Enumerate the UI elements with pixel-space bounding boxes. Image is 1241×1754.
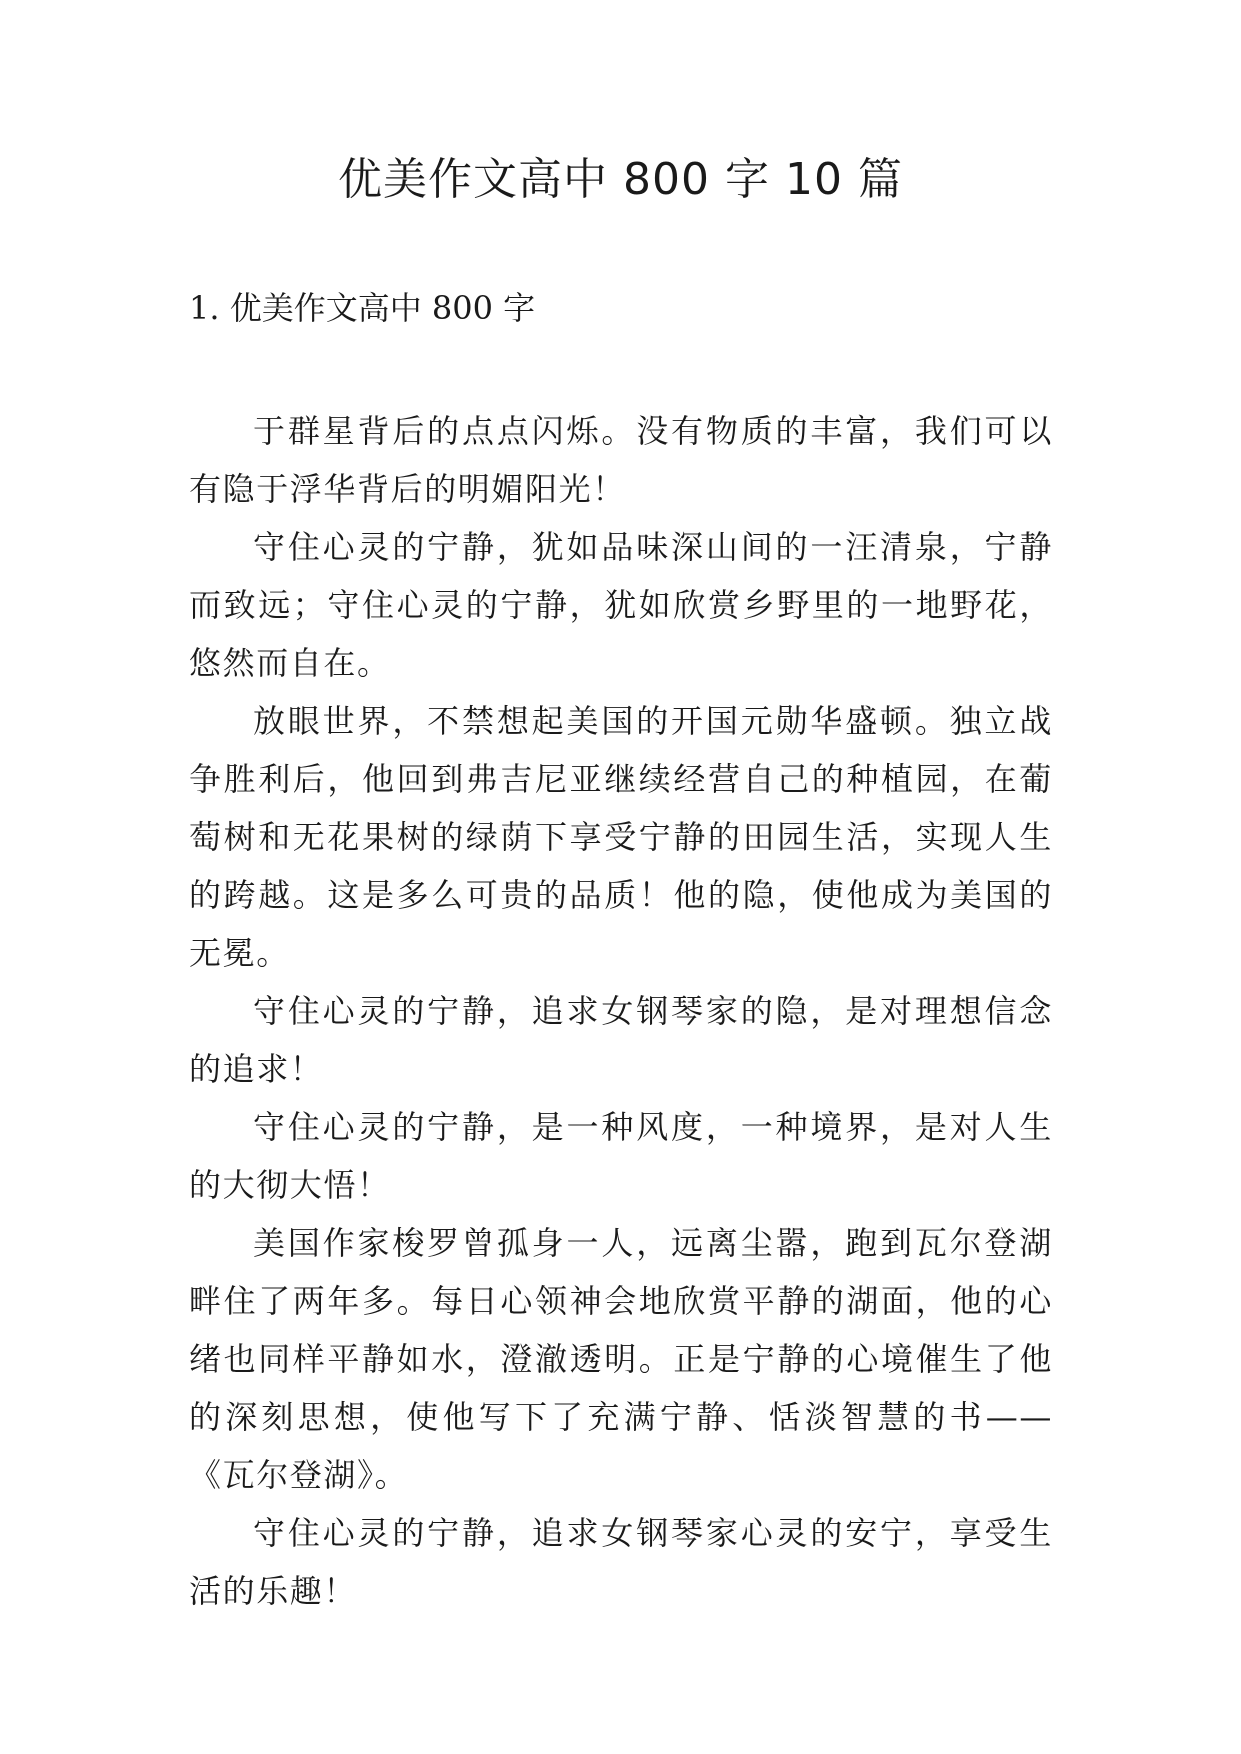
paragraph: 守住心灵的宁静，犹如品味深山间的一汪清泉，宁静而致远；守住心灵的宁静，犹如欣赏乡野里的一地野花，悠然而自在。: [189, 528, 1053, 682]
paragraph: 于群星背后的点点闪烁。没有物质的丰富，我们可以有隐于浮华背后的明媚阳光！: [189, 412, 1053, 508]
paragraph: 守住心灵的宁静，追求女钢琴家心灵的安宁，享受生活的乐趣！: [189, 1514, 1053, 1610]
paragraph: 美国作家梭罗曾孤身一人，远离尘嚣，跑到瓦尔登湖畔住了两年多。每日心领神会地欣赏平静的湖面，他的心绪也同样平静如水，澄澈透明。正是宁静的心境催生了他的深刻思想，使他写下了充满宁静、恬淡智慧的书——《瓦尔登湖》。: [189, 1224, 1053, 1494]
paragraph: 放眼世界，不禁想起美国的开国元勋华盛顿。独立战争胜利后，他回到弗吉尼亚继续经营自己的种植园，在葡萄树和无花果树的绿荫下享受宁静的田园生活，实现人生的跨越。这是多么可贵的品质！他的隐，使他成为美国的无冕。: [189, 702, 1053, 972]
paragraph: 守住心灵的宁静，是一种风度，一种境界，是对人生的大彻大悟！: [189, 1108, 1053, 1204]
document-body: [189, 402, 1053, 1620]
paragraph: 守住心灵的宁静，追求女钢琴家的隐，是对理想信念的追求！: [189, 992, 1053, 1088]
document-title: 优美作文高中 800 字 10 篇: [338, 154, 903, 205]
section-heading: 1. 优美作文高中 800 字: [189, 289, 536, 327]
